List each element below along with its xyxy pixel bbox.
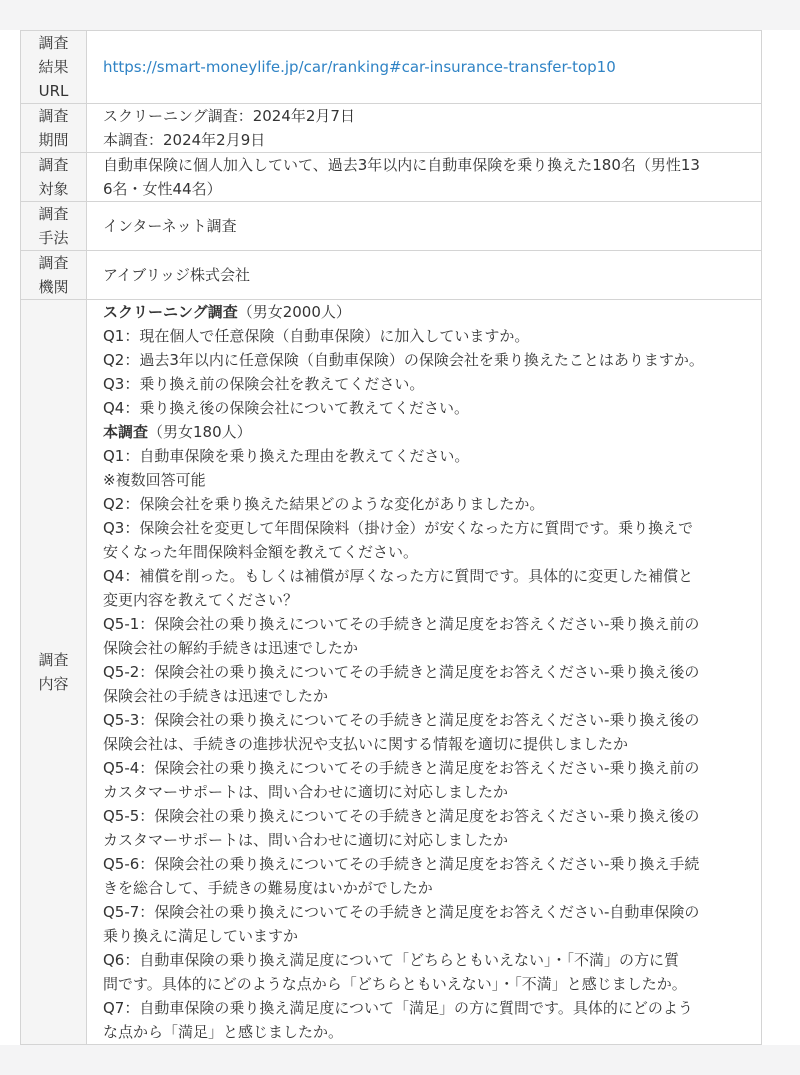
main-heading: 本調査 bbox=[103, 423, 149, 441]
main-question-line: Q5-5：保険会社の乗り換えについてその手続きと満足度をお答えください-乗り換え後の bbox=[103, 807, 700, 825]
row-result-url bbox=[21, 31, 762, 104]
main-heading-line bbox=[103, 420, 747, 444]
screening-heading: スクリーニング調査 bbox=[103, 303, 238, 321]
value-survey-method: インターネット調査 bbox=[87, 202, 762, 251]
screening-question-line: Q1：現在個人で任意保険（自動車保険）に加入していますか。 bbox=[103, 327, 530, 345]
main-question-line: 安くなった年間保険料金額を教えてください。 bbox=[103, 543, 419, 561]
main-question-line: Q5-3：保険会社の乗り換えについてその手続きと満足度をお答えください-乗り換え後の bbox=[103, 711, 700, 729]
result-url-link[interactable]: https://smart-moneylife.jp/car/ranking#car-insurance-transfer-top10 bbox=[103, 58, 616, 76]
period-screening: スクリーニング調査：2024年2月7日 bbox=[103, 107, 355, 125]
screening-heading-line bbox=[103, 300, 747, 324]
main-question-line: Q5-4：保険会社の乗り換えについてその手続きと満足度をお答えください-乗り換え前の bbox=[103, 759, 700, 777]
value-result-url bbox=[87, 31, 762, 104]
period-main: 本調査：2024年2月9日 bbox=[103, 131, 266, 149]
main-question-line: Q5-2：保険会社の乗り換えについてその手続きと満足度をお答えください-乗り換え後の bbox=[103, 663, 700, 681]
main-question-line: Q5-7：保険会社の乗り換えについてその手続きと満足度をお答えください-自動車保険の bbox=[103, 903, 700, 921]
value-survey-content bbox=[87, 300, 762, 1045]
main-question-line: 変更内容を教えてください？ bbox=[103, 591, 299, 609]
survey-table bbox=[20, 30, 762, 1045]
survey-page bbox=[0, 30, 800, 1045]
label-survey-period: 調査 期間 bbox=[21, 104, 87, 153]
main-question-line: 保険会社の解約手続きは迅速でしたか bbox=[103, 639, 359, 657]
main-question-list bbox=[103, 444, 747, 1044]
row-survey-content bbox=[21, 300, 762, 1045]
value-survey-org: アイブリッジ株式会社 bbox=[87, 251, 762, 300]
main-question-line: カスタマーサポートは、問い合わせに適切に対応しましたか bbox=[103, 783, 509, 801]
row-survey-period bbox=[21, 104, 762, 153]
label-survey-target: 調査 対象 bbox=[21, 153, 87, 202]
row-survey-org bbox=[21, 251, 762, 300]
main-question-line: きを総合して、手続きの難易度はいかがでしたか bbox=[103, 879, 433, 897]
value-survey-period bbox=[87, 104, 762, 153]
main-question-line: カスタマーサポートは、問い合わせに適切に対応しましたか bbox=[103, 831, 509, 849]
main-question-line: Q6：自動車保険の乗り換え満足度について「どちらともいえない」・「不満」の方に質 bbox=[103, 951, 680, 969]
label-survey-org: 調査 機関 bbox=[21, 251, 87, 300]
main-question-line: Q7：自動車保険の乗り換え満足度について「満足」の方に質問です。具体的にどのよう bbox=[103, 999, 693, 1017]
main-question-line: Q1：自動車保険を乗り換えた理由を教えてください。 bbox=[103, 447, 470, 465]
main-question-line: 保険会社は、手続きの進捗状況や支払いに関する情報を適切に提供しましたか bbox=[103, 735, 629, 753]
main-question-line: Q3：保険会社を変更して年間保険料（掛け金）が安くなった方に質問です。乗り換えで bbox=[103, 519, 694, 537]
main-question-line: Q5-1：保険会社の乗り換えについてその手続きと満足度をお答えください-乗り換え前の bbox=[103, 615, 700, 633]
row-survey-target bbox=[21, 153, 762, 202]
screening-question-line: Q3：乗り換え前の保険会社を教えてください。 bbox=[103, 375, 425, 393]
main-note: （男女180人） bbox=[148, 423, 252, 441]
screening-question-list bbox=[103, 324, 747, 420]
main-question-line: な点から「満足」と感じましたか。 bbox=[103, 1023, 344, 1041]
main-question-line: 保険会社の手続きは迅速でしたか bbox=[103, 687, 329, 705]
label-result-url: 調査 結果 URL bbox=[21, 31, 87, 104]
main-question-line: 問です。具体的にどのような点から「どちらともいえない」・「不満」と感じましたか。 bbox=[103, 975, 687, 993]
screening-question-line: Q4：乗り換え後の保険会社について教えてください。 bbox=[103, 399, 470, 417]
main-question-line: ※複数回答可能 bbox=[103, 471, 206, 489]
row-survey-method bbox=[21, 202, 762, 251]
label-survey-method: 調査 手法 bbox=[21, 202, 87, 251]
main-question-line: Q4：補償を削った。もしくは補償が厚くなった方に質問です。具体的に変更した補償と bbox=[103, 567, 694, 585]
screening-note: （男女2000人） bbox=[237, 303, 351, 321]
main-question-line: Q5-6：保険会社の乗り換えについてその手続きと満足度をお答えください-乗り換え手続 bbox=[103, 855, 700, 873]
screening-question-line: Q2：過去3年以内に任意保険（自動車保険）の保険会社を乗り換えたことはありますか。 bbox=[103, 351, 704, 369]
main-question-line: 乗り換えに満足していますか bbox=[103, 927, 299, 945]
label-survey-content: 調査 内容 bbox=[21, 300, 87, 1045]
main-question-line: Q2：保険会社を乗り換えた結果どのような変化がありましたか。 bbox=[103, 495, 545, 513]
value-survey-target: 自動車保険に個人加入していて、過去3年以内に自動車保険を乗り換えた180名（男性13 6名・女性44名） bbox=[87, 153, 762, 202]
